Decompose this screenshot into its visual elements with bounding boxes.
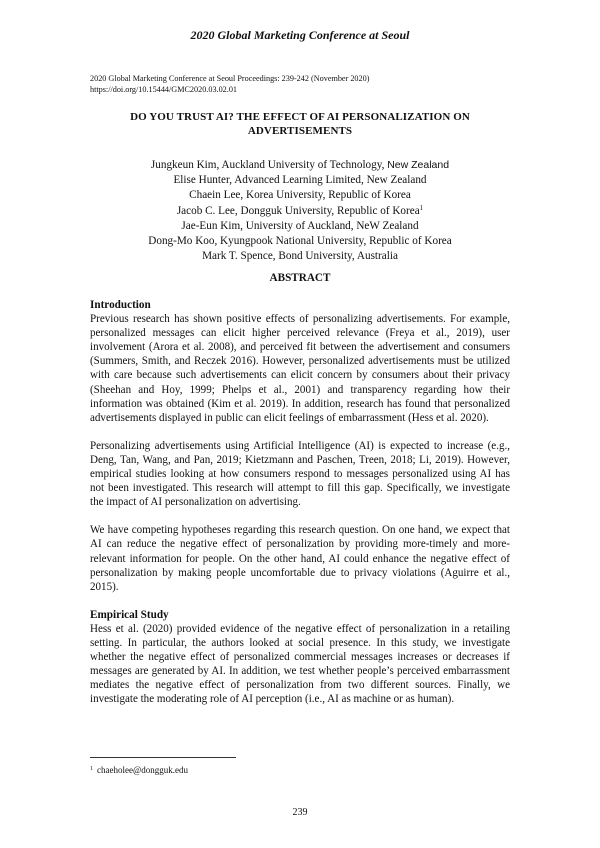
abstract-body xyxy=(90,298,510,720)
proceedings-info xyxy=(90,73,510,95)
doi-link[interactable]: https://doi.org/10.15444/GMC2020.03.02.01 xyxy=(90,85,238,94)
footnote xyxy=(90,764,390,776)
running-head: 2020 Global Marketing Conference at Seoul xyxy=(190,28,410,42)
author-7: Mark T. Spence, Bond University, Australia xyxy=(202,250,398,263)
abstract-heading: ABSTRACT xyxy=(269,272,331,284)
footnote-divider xyxy=(90,757,236,758)
author-4 xyxy=(90,204,510,219)
footnote-email[interactable]: chaeholee@dongguk.edu xyxy=(97,765,189,775)
author-1-country: New Zealand xyxy=(387,159,450,171)
paper-title xyxy=(90,110,510,138)
author-6: Dong-Mo Koo, Kyungpook National University, Republic of Korea xyxy=(148,235,452,248)
empirical-study-heading: Empirical Study xyxy=(90,608,169,621)
proceedings-citation: 2020 Global Marketing Conference at Seoul Proceedings: 239-242 (November 2020) xyxy=(90,74,370,83)
introduction-paragraph-1: Previous research has shown positive effects of personalizing advertisements. For example, personalized messages can elicit higher perceived relevance (Freya et al., 2019), user involvement (Arora et al. 2008), and perceived fit between the advertisement and consumers (Summers, Smith, and Reczek 2016). However, personalized advertisements must be utilized with care because such advertisements can elicit concern by consumers about their privacy (Sheehan and Hoy, 1999; Phelps et al., 2001) and transparency regarding how their information was obtained (Kim et al. 2019). In addition, research has found that personalized advertisements displayed in public can elicit feelings of embarrassment (Hess et al. 2020). xyxy=(90,313,510,424)
introduction-heading: Introduction xyxy=(90,299,151,311)
author-1-name: Jungkeun Kim, Auckland University of Technology, xyxy=(150,159,385,171)
author-1 xyxy=(90,158,510,173)
author-5: Jae-Eun Kim, University of Auckland, NeW Zealand xyxy=(181,219,419,232)
footnote-marker[interactable]: 1 xyxy=(419,203,424,212)
author-4-name: Jacob C. Lee, Dongguk University, Republic of Korea xyxy=(176,204,420,217)
introduction-paragraph-3: We have competing hypotheses regarding this research question. On one hand, we expect that AI can reduce the negative effect of personalization by providing more-timely and more-relevant information for people. On the other hand, AI could enhance the negative effect of personalization by making people uncomfortable due to privacy violations (Aguirre et al., 2015). xyxy=(90,524,510,593)
paper-title-line-2: ADVERTISEMENTS xyxy=(247,125,353,137)
footnote-number: 1 xyxy=(90,766,93,772)
paper-title-line-1: DO YOU TRUST AI? THE EFFECT OF AI PERSONALIZATION ON xyxy=(130,111,470,123)
author-2: Elise Hunter, Advanced Learning Limited, New Zealand xyxy=(173,174,427,187)
page-number: 239 xyxy=(292,807,308,818)
empirical-study-paragraph: Hess et al. (2020) provided evidence of the negative effect of personalization in a retailing setting. In particular, the authors looked at social presence. In this study, we investigate whether the negative effect of personalized commercial messages increases or decreases if messages are generated by AI. In addition, we test whether people’s perceived embarrassment mediates the negative effect of personalization from two different sources. Finally, we investigate the moderating role of AI perception (i.e., AI as machine or as human). xyxy=(90,622,510,706)
author-list xyxy=(90,158,510,264)
author-3: Chaein Lee, Korea University, Republic of Korea xyxy=(189,189,411,202)
introduction-paragraph-2: Personalizing advertisements using Artificial Intelligence (AI) is expected to increase (e.g., Deng, Tan, Wang, and Pan, 2019; Kietzmann and Paschen, Treen, 2018; Li, 2019). However, empirical studies looking at how consumers respond to messages personalized using AI has not been investigated. This research will attempt to fill this gap. Specifically, we investigate the impact of AI personalization on advertising. xyxy=(90,439,510,509)
